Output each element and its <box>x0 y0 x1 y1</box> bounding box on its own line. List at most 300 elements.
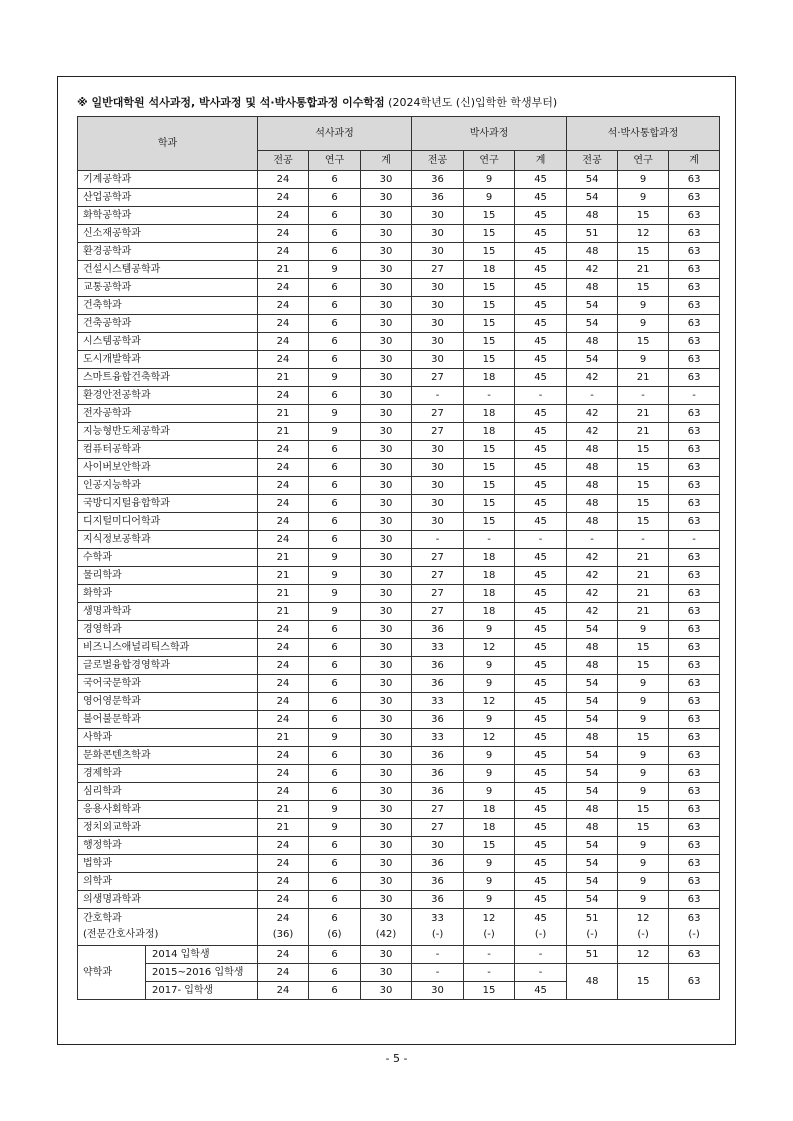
value-cell: 54 <box>567 837 618 855</box>
value-cell: 24 <box>258 711 309 729</box>
value-cell: 48 <box>567 801 618 819</box>
dept-cell: 지식정보공학과 <box>78 531 258 549</box>
value-cell: - <box>412 964 464 982</box>
value-cell: 24 <box>258 639 309 657</box>
value-cell: 24 <box>258 441 309 459</box>
value-cell: - <box>464 946 515 964</box>
value-cell: 21 <box>258 423 309 441</box>
dept-cell: 영어영문학과 <box>78 693 258 711</box>
value-cell: 15 <box>618 459 669 477</box>
value-cell: 48 <box>567 657 618 675</box>
value-cell: 30 <box>361 513 412 531</box>
value-cell: 48 <box>567 333 618 351</box>
value-cell: 54 <box>567 189 618 207</box>
table-row <box>78 747 720 765</box>
value-cell: 48 <box>567 729 618 747</box>
dept-cell: 생명과학과 <box>78 603 258 621</box>
value-cell: 36 <box>412 783 464 801</box>
value-cell: 6 <box>309 531 361 549</box>
value-cell: 45 (-) <box>515 909 567 946</box>
table-row <box>78 909 720 946</box>
value-cell: 54 <box>567 891 618 909</box>
value-cell: 30 <box>361 693 412 711</box>
dept-cell: 산업공학과 <box>78 189 258 207</box>
value-cell: 33 <box>412 729 464 747</box>
value-cell: - <box>618 531 669 549</box>
value-cell: 15 <box>618 819 669 837</box>
value-cell: 30 <box>412 837 464 855</box>
value-cell: 30 <box>361 243 412 261</box>
table-row <box>78 801 720 819</box>
value-cell: 6 <box>309 333 361 351</box>
table-row <box>78 495 720 513</box>
value-cell: 63 <box>669 513 720 531</box>
page-number: - 5 - <box>385 1052 408 1065</box>
header-sub: 연구 <box>618 151 669 171</box>
value-cell: 45 <box>515 261 567 279</box>
table-row <box>78 891 720 909</box>
value-cell: 15 <box>464 351 515 369</box>
table-row <box>78 675 720 693</box>
header-sub: 연구 <box>309 151 361 171</box>
credit-table <box>77 116 720 1000</box>
table-row <box>78 243 720 261</box>
value-cell: 6 <box>309 657 361 675</box>
value-cell: 15 <box>464 495 515 513</box>
value-cell: 24 <box>258 964 309 982</box>
value-cell: 54 <box>567 747 618 765</box>
value-cell: 63 <box>669 459 720 477</box>
table-row <box>78 279 720 297</box>
value-cell: 36 <box>412 657 464 675</box>
value-cell: 24 <box>258 279 309 297</box>
heading-note: (2024학년도 (신)입학한 학생부터) <box>384 96 558 109</box>
value-cell: 63 <box>669 765 720 783</box>
value-cell: 15 <box>464 207 515 225</box>
value-cell: 21 <box>258 567 309 585</box>
value-cell: 6 <box>309 693 361 711</box>
value-cell: 21 <box>618 369 669 387</box>
dept-cell: 경제학과 <box>78 765 258 783</box>
value-cell: 51 (-) <box>567 909 618 946</box>
table-row <box>78 225 720 243</box>
value-cell: 15 <box>464 441 515 459</box>
value-cell: 27 <box>412 567 464 585</box>
value-cell: 48 <box>567 243 618 261</box>
value-cell: 45 <box>515 243 567 261</box>
value-cell: 30 <box>412 459 464 477</box>
value-cell: 15 <box>464 477 515 495</box>
table-row <box>78 567 720 585</box>
value-cell: 45 <box>515 477 567 495</box>
value-cell: 30 <box>361 873 412 891</box>
table-row <box>78 693 720 711</box>
value-cell: 30 <box>361 747 412 765</box>
value-cell: 30 <box>361 585 412 603</box>
value-cell: 24 <box>258 351 309 369</box>
value-cell: 36 <box>412 711 464 729</box>
value-cell: 45 <box>515 873 567 891</box>
value-cell: 45 <box>515 693 567 711</box>
value-cell: 12 <box>464 639 515 657</box>
header-dept: 학과 <box>78 117 258 171</box>
value-cell: 21 <box>258 405 309 423</box>
value-cell: 30 <box>361 387 412 405</box>
table-row <box>78 387 720 405</box>
value-cell: 6 <box>309 946 361 964</box>
table-row <box>78 765 720 783</box>
table-heading <box>77 94 557 110</box>
dept-cell: 국방디지털융합학과 <box>78 495 258 513</box>
value-cell: 18 <box>464 261 515 279</box>
header-doctoral: 박사과정 <box>412 117 567 151</box>
value-cell: 30 <box>361 837 412 855</box>
value-cell: 9 <box>618 351 669 369</box>
value-cell: - <box>412 946 464 964</box>
value-cell: 63 <box>669 729 720 747</box>
dept-cell: 의생명과학과 <box>78 891 258 909</box>
table-row <box>78 261 720 279</box>
value-cell: 45 <box>515 441 567 459</box>
value-cell: 21 <box>618 261 669 279</box>
value-cell: 45 <box>515 495 567 513</box>
value-cell: 24 <box>258 243 309 261</box>
value-cell: 45 <box>515 315 567 333</box>
dept-cell: 교통공학과 <box>78 279 258 297</box>
value-cell: - <box>412 531 464 549</box>
value-cell: 63 <box>669 855 720 873</box>
value-cell: 27 <box>412 261 464 279</box>
value-cell: 15 <box>618 801 669 819</box>
value-cell: 45 <box>515 567 567 585</box>
value-cell: 9 <box>309 369 361 387</box>
value-cell: 63 <box>669 747 720 765</box>
value-cell: 30 <box>412 279 464 297</box>
value-cell: 42 <box>567 549 618 567</box>
value-cell: 12 <box>618 225 669 243</box>
value-cell: 63 <box>669 946 720 964</box>
value-cell: 48 <box>567 513 618 531</box>
value-cell: 45 <box>515 549 567 567</box>
value-cell: 18 <box>464 549 515 567</box>
value-cell: 54 <box>567 315 618 333</box>
value-cell: 6 <box>309 207 361 225</box>
dept-cell: 기계공학과 <box>78 171 258 189</box>
value-cell: 9 <box>618 891 669 909</box>
dept-cell: 컴퓨터공학과 <box>78 441 258 459</box>
value-cell: 15 <box>618 495 669 513</box>
subdept-cell: 2014 입학생 <box>146 946 258 964</box>
header-sub: 계 <box>669 151 720 171</box>
value-cell: 9 <box>618 189 669 207</box>
value-cell: 18 <box>464 423 515 441</box>
value-cell: 27 <box>412 405 464 423</box>
value-cell: 12 <box>464 693 515 711</box>
value-cell: 9 <box>618 783 669 801</box>
dept-cell: 디지털미디어학과 <box>78 513 258 531</box>
value-cell: 54 <box>567 621 618 639</box>
heading-title: ※ 일반대학원 석사과정, 박사과정 및 석·박사통합과정 이수학점 <box>77 96 385 109</box>
value-cell: 15 <box>618 441 669 459</box>
dept-cell: 수학과 <box>78 549 258 567</box>
value-cell: 30 <box>361 711 412 729</box>
value-cell: 30 <box>361 621 412 639</box>
value-cell: 48 <box>567 639 618 657</box>
value-cell: 45 <box>515 657 567 675</box>
value-cell: - <box>464 531 515 549</box>
value-cell: 30 <box>361 891 412 909</box>
value-cell: 21 <box>258 819 309 837</box>
value-cell: 9 <box>464 873 515 891</box>
table-row <box>78 333 720 351</box>
dept-cell: 약학과 <box>78 946 146 1000</box>
value-cell: 9 <box>464 783 515 801</box>
value-cell: 21 <box>258 603 309 621</box>
value-cell: 63 <box>669 657 720 675</box>
value-cell: 63 <box>669 405 720 423</box>
value-cell: 30 <box>361 369 412 387</box>
value-cell: 63 <box>669 225 720 243</box>
value-cell: 63 <box>669 369 720 387</box>
dept-cell: 화학공학과 <box>78 207 258 225</box>
value-cell: 45 <box>515 729 567 747</box>
value-cell: 30 <box>361 783 412 801</box>
value-cell: 24 <box>258 855 309 873</box>
value-cell: 45 <box>515 207 567 225</box>
value-cell: 30 <box>361 405 412 423</box>
value-cell: 63 <box>669 819 720 837</box>
dept-cell: 전자공학과 <box>78 405 258 423</box>
value-cell: 24 <box>258 783 309 801</box>
value-cell: 15 <box>464 297 515 315</box>
subdept-cell: 2017- 입학생 <box>146 982 258 1000</box>
value-cell: 30 <box>412 243 464 261</box>
value-cell: 9 <box>618 675 669 693</box>
value-cell: 21 <box>618 549 669 567</box>
value-cell: 15 <box>618 243 669 261</box>
table-row <box>78 585 720 603</box>
value-cell: 9 <box>309 603 361 621</box>
value-cell: 45 <box>515 279 567 297</box>
dept-cell: 사이버보안학과 <box>78 459 258 477</box>
value-cell: 63 <box>669 783 720 801</box>
value-cell: 30 <box>361 765 412 783</box>
value-cell: 30 <box>361 333 412 351</box>
header-integrated: 석·박사통합과정 <box>567 117 720 151</box>
value-cell: 63 <box>669 171 720 189</box>
value-cell: 18 <box>464 405 515 423</box>
value-cell: 42 <box>567 423 618 441</box>
value-cell: 6 <box>309 783 361 801</box>
value-cell: 45 <box>515 171 567 189</box>
value-cell: 24 <box>258 982 309 1000</box>
value-cell: 42 <box>567 261 618 279</box>
value-cell: 24 <box>258 459 309 477</box>
value-cell: 24 <box>258 765 309 783</box>
value-cell: 9 <box>618 315 669 333</box>
header-sub: 전공 <box>567 151 618 171</box>
value-cell: 30 <box>361 603 412 621</box>
value-cell: 51 <box>567 946 618 964</box>
value-cell: 6 <box>309 495 361 513</box>
value-cell: 30 <box>412 351 464 369</box>
value-cell: 30 <box>361 855 412 873</box>
value-cell: 30 <box>361 657 412 675</box>
value-cell: 24 <box>258 946 309 964</box>
value-cell: 24 <box>258 315 309 333</box>
value-cell: 36 <box>412 621 464 639</box>
value-cell: 24 <box>258 747 309 765</box>
value-cell: 45 <box>515 459 567 477</box>
value-cell: 21 <box>258 261 309 279</box>
table-row <box>78 441 720 459</box>
value-cell: 30 <box>412 333 464 351</box>
value-cell: 6 (6) <box>309 909 361 946</box>
table-body <box>78 171 720 1000</box>
value-cell: 18 <box>464 567 515 585</box>
value-cell: 6 <box>309 189 361 207</box>
value-cell: 33 (-) <box>412 909 464 946</box>
value-cell: 45 <box>515 801 567 819</box>
value-cell: 63 <box>669 964 720 1000</box>
table-row <box>78 783 720 801</box>
value-cell: 45 <box>515 982 567 1000</box>
value-cell: 45 <box>515 603 567 621</box>
value-cell: 27 <box>412 801 464 819</box>
value-cell: 30 <box>361 189 412 207</box>
value-cell: 24 <box>258 621 309 639</box>
table-row <box>78 873 720 891</box>
value-cell: 42 <box>567 603 618 621</box>
value-cell: 54 <box>567 765 618 783</box>
table-row <box>78 207 720 225</box>
table-row <box>78 189 720 207</box>
table-row <box>78 477 720 495</box>
value-cell: 6 <box>309 441 361 459</box>
value-cell: 45 <box>515 513 567 531</box>
value-cell: 18 <box>464 369 515 387</box>
header-sub: 계 <box>361 151 412 171</box>
table-row <box>78 711 720 729</box>
value-cell: 48 <box>567 279 618 297</box>
value-cell: - <box>567 531 618 549</box>
value-cell: 24 <box>258 477 309 495</box>
table-row <box>78 621 720 639</box>
value-cell: 24 <box>258 891 309 909</box>
header-sub: 전공 <box>412 151 464 171</box>
value-cell: 9 <box>464 171 515 189</box>
dept-cell: 불어불문학과 <box>78 711 258 729</box>
value-cell: 63 <box>669 495 720 513</box>
value-cell: - <box>464 964 515 982</box>
value-cell: 30 <box>361 171 412 189</box>
value-cell: 48 <box>567 459 618 477</box>
dept-cell: 스마트융합건축학과 <box>78 369 258 387</box>
value-cell: 9 <box>618 693 669 711</box>
value-cell: 15 <box>618 477 669 495</box>
table-row <box>78 549 720 567</box>
table-row <box>78 531 720 549</box>
value-cell: 15 <box>464 279 515 297</box>
value-cell: 15 <box>618 657 669 675</box>
value-cell: 9 <box>309 801 361 819</box>
table-row <box>78 639 720 657</box>
value-cell: 15 <box>464 243 515 261</box>
value-cell: 9 <box>309 729 361 747</box>
table-row <box>78 315 720 333</box>
value-cell: 48 <box>567 819 618 837</box>
value-cell: 9 <box>618 711 669 729</box>
value-cell: 63 <box>669 603 720 621</box>
value-cell: 18 <box>464 819 515 837</box>
value-cell: 36 <box>412 747 464 765</box>
value-cell: 45 <box>515 297 567 315</box>
value-cell: 48 <box>567 207 618 225</box>
dept-cell: 의학과 <box>78 873 258 891</box>
value-cell: 30 <box>361 982 412 1000</box>
value-cell: 63 <box>669 441 720 459</box>
dept-cell: 건설시스템공학과 <box>78 261 258 279</box>
table-row <box>78 946 720 964</box>
value-cell: 63 <box>669 297 720 315</box>
value-cell: 15 <box>618 639 669 657</box>
value-cell: 9 <box>464 657 515 675</box>
value-cell: 21 <box>258 729 309 747</box>
value-cell: 6 <box>309 837 361 855</box>
dept-cell: 신소재공학과 <box>78 225 258 243</box>
dept-cell: 건축공학과 <box>78 315 258 333</box>
value-cell: 63 <box>669 261 720 279</box>
value-cell: 9 <box>309 819 361 837</box>
value-cell: 45 <box>515 405 567 423</box>
value-cell: 15 <box>618 964 669 1000</box>
dept-cell: 정치외교학과 <box>78 819 258 837</box>
value-cell: 21 <box>258 369 309 387</box>
table-row <box>78 405 720 423</box>
value-cell: 24 <box>258 531 309 549</box>
value-cell: 6 <box>309 279 361 297</box>
value-cell: 24 <box>258 297 309 315</box>
value-cell: 45 <box>515 819 567 837</box>
value-cell: 6 <box>309 225 361 243</box>
value-cell: 30 <box>361 207 412 225</box>
dept-cell: 지능형반도체공학과 <box>78 423 258 441</box>
value-cell: - <box>515 531 567 549</box>
dept-cell: 시스템공학과 <box>78 333 258 351</box>
value-cell: 6 <box>309 477 361 495</box>
value-cell: 24 <box>258 693 309 711</box>
value-cell: - <box>515 946 567 964</box>
value-cell: 9 <box>464 621 515 639</box>
dept-cell: 문화콘텐츠학과 <box>78 747 258 765</box>
value-cell: 45 <box>515 639 567 657</box>
dept-cell: 인공지능학과 <box>78 477 258 495</box>
value-cell: 42 <box>567 585 618 603</box>
value-cell: 45 <box>515 747 567 765</box>
table-row <box>78 351 720 369</box>
value-cell: 15 <box>464 459 515 477</box>
table-row <box>78 297 720 315</box>
value-cell: 30 <box>412 315 464 333</box>
value-cell: 54 <box>567 783 618 801</box>
dept-cell: 글로벌융합경영학과 <box>78 657 258 675</box>
dept-cell: 국어국문학과 <box>78 675 258 693</box>
value-cell: 15 <box>618 279 669 297</box>
value-cell: 30 <box>361 531 412 549</box>
value-cell: 30 <box>361 459 412 477</box>
dept-cell: 심리학과 <box>78 783 258 801</box>
value-cell: 63 <box>669 711 720 729</box>
